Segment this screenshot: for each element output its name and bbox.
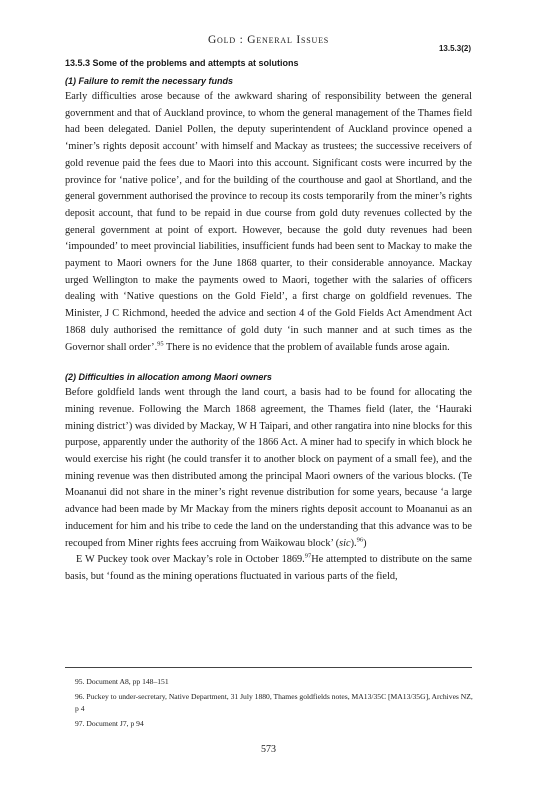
footnote-divider <box>65 667 472 668</box>
footnotes <box>75 676 475 732</box>
section-spacer <box>65 356 472 370</box>
paragraph-text: Early difficulties arose because of the awkward sharing of responsibility between the general government and that of Auckland province, to whom the general management of the Thames field had been delegated. Daniel Pollen, the deputy superintendent of Auckland province opened a ‘miner’s rights deposit account’ with himself and Mackay as trustees; the successive receivers of gold revenue paid the fees due to Maori into this account. Significant costs were incurred by the province for ‘native police’, and for the building of the courthouse and gaol at Shortland, and the general government authorised the province to recoup its costs temporarily from the miner’s rights deposit account, that fund to be repaid in due course from gold duty revenues collected by the general government at point of export. However, because the gold duty revenues had been ‘impounded’ to meet provincial liabilities, insufficient funds had been sent to Mackay to make the payment to Maori owners for the June 1868 quarter, to their considerable annoyance. Mackay urged Wellington to make the payments owed to Maori, together with the salaries of officers dealing with ‘Native questions on the Gold Field’, a first charge on goldfield revenues. The Minister, J C Richmond, heeded the advice and section 4 of the Gold Fields Act Amendment Act 1868 duly authorised the remittance of gold duty ‘in such manner and at such times as the Governor shall order’. <box>65 91 472 353</box>
sic-text: sic <box>339 537 351 549</box>
paragraph-text: Before goldfield lands went through the land court, a basis had to be found for allocating the mining revenue. Following the March 1868 agreement, the Thames field (later, the ‘Hauraki mining district’) was divided by Mackay, W H Taipari, and other rangatira into nine blocks for this purpose, apparently under the authority of the 1866 Act. A miner had to specify in which block he would exercise his right (he could transfer it to another block on payment of a small fee), and the mining revenue was then distributed among the principal Maori owners of the various blocks. (Te Moananui did not share in the miner’s right revenue distribution for some years, because ‘a large advance had been made by Mr Mackay from the miners rights deposit account to Moananui as an inducement for him and his tribe to cede the land on the understanding that this advance was to be recouped from Miner rights fees accruing from Waikowau block’ ( <box>65 387 472 549</box>
footnote-ref-97: 97 <box>304 552 312 560</box>
footnote-96: 96. Puckey to under-secretary, Native Department, 31 July 1880, Thames goldfields notes, MA13/35C [MA13/35G], Archives NZ, p 4 <box>75 691 473 713</box>
running-header-text: Gold : General Issues <box>207 34 330 46</box>
footnote-ref-95: 95 <box>157 340 164 348</box>
paragraph-text: E W Puckey took over Mackay’s role in October 1869. <box>76 554 305 566</box>
paragraph-text-close: ). <box>350 537 357 549</box>
footnote-97: 97. Document J7, p 94 <box>75 718 144 728</box>
subsection-2-heading: (2) Difficulties in allocation among Maori owners <box>65 372 272 383</box>
subsection-2-paragraph-2 <box>65 552 472 585</box>
footnote-ref-96: 96 <box>356 536 364 544</box>
page-number: 573 <box>261 744 276 755</box>
footnote-95: 95. Document A8, pp 148–151 <box>75 677 169 686</box>
paragraph-text-end: There is no evidence that the problem of available funds arose again. <box>163 341 450 353</box>
main-content <box>65 56 472 586</box>
subsection-1-paragraph <box>65 89 472 356</box>
paragraph-text-end: ) <box>363 537 367 549</box>
section-reference: 13.5.3(2) <box>438 44 471 53</box>
section-heading: 13.5.3 Some of the problems and attempts at solutions <box>65 58 299 68</box>
subsection-1-heading: (1) Failure to remit the necessary funds <box>65 76 234 86</box>
paragraph-text-end: He attempted to distribute on the same basis, but ‘found as the mining operations fluctuated in various parts of the field, <box>65 554 472 582</box>
subsection-2-paragraph-1 <box>65 385 472 552</box>
